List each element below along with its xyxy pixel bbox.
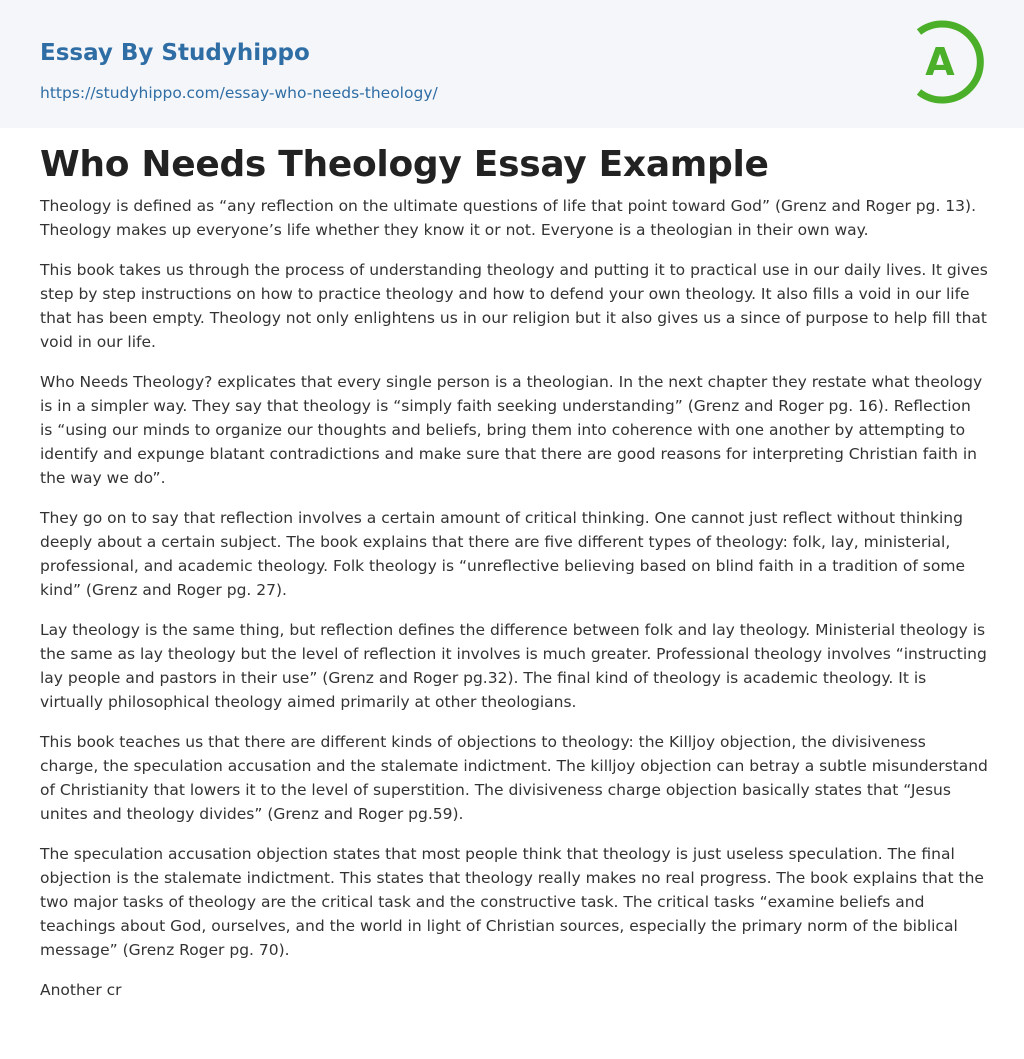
essay-paragraph: The speculation accusation objection states that most people think that theology is just useless speculation. The final objection is the stalemate indictment. This states that theology really makes no real progress. The book explains that the two major tasks of theology are the critical task and the constructive task. The critical tasks “examine beliefs and teachings about God, ourselves, and the world in light of Christian sources, especially the primary norm of the biblical message” (Grenz Roger pg. 70). <box>40 845 984 959</box>
page-title: Who Needs Theology Essay Example <box>40 144 769 185</box>
essay-paragraph: Lay theology is the same thing, but reflection defines the difference between folk and lay theology. Ministerial theology is the same as lay theology but the level of reflection it involves is much greater. Professional theology involves “instructing lay people and pastors in their use” (Grenz and Roger pg.32). The final kind of theology is academic theology. It is virtually philosophical theology aimed primarily at other theologians. <box>40 621 987 711</box>
logo-letter: A <box>925 40 955 84</box>
letter-a-circle-logo-icon[interactable] <box>908 18 988 106</box>
essay-url-link[interactable]: https://studyhippo.com/essay-who-needs-theology/ <box>40 84 438 102</box>
essay-paragraph: They go on to say that reflection involves a certain amount of critical thinking. One cannot just reflect without thinking deeply about a certain subject. The book explains that there are five different types of theology: folk, lay, ministerial, professional, and academic theology. Folk theology is “unreflective believing based on blind faith in a tradition of some kind” (Grenz and Roger pg. 27). <box>40 509 965 599</box>
essay-paragraph: Theology is defined as “any reflection on the ultimate questions of life that point toward God” (Grenz and Roger pg. 13). Theology makes up everyone’s life whether they know it or not. Everyone is a theologian in their own way. <box>40 197 977 239</box>
site-brand[interactable]: Essay By Studyhippo <box>40 40 310 66</box>
essay-paragraph: Who Needs Theology? explicates that every single person is a theologian. In the next chapter they restate what theology is in a simpler way. They say that theology is “simply faith seeking understanding” (Grenz and Roger pg. 16). Reflection is “using our minds to organize our thoughts and beliefs, bring them into coherence with one another by attempting to identify and expunge blatant contradictions and make sure that there are good reasons for interpreting Christian faith in the way we do”. <box>40 373 983 487</box>
essay-body <box>40 194 988 1018</box>
site-header <box>0 0 1024 128</box>
essay-paragraph: This book teaches us that there are different kinds of objections to theology: the Killjoy objection, the divisiveness charge, the speculation accusation and the stalemate indictment. The killjoy objection can betray a subtle misunderstand of Christianity that lowers it to the level of superstition. The divisiveness charge objection basically states that “Jesus unites and theology divides” (Grenz and Roger pg.59). <box>40 733 988 823</box>
essay-paragraph: This book takes us through the process of understanding theology and putting it to practical use in our daily lives. It gives step by step instructions on how to practice theology and how to defend your own theology. It also fills a void in our life that has been empty. Theology not only enlightens us in our religion but it also gives us a since of purpose to help fill that void in our life. <box>40 261 988 351</box>
essay-paragraph-truncated: Another cr <box>40 981 122 999</box>
